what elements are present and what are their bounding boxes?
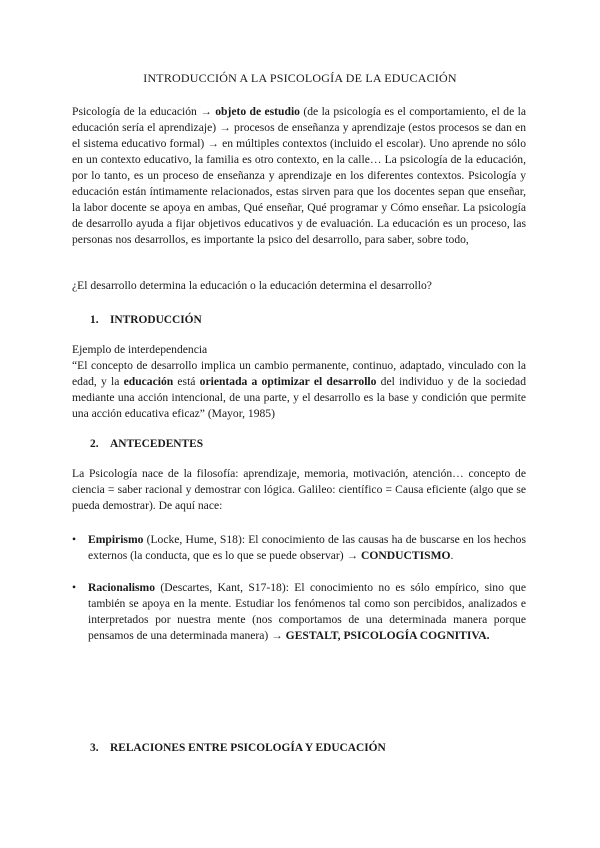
list-item-result: CONDUCTISMO	[361, 549, 451, 562]
document-title: INTRODUCCIÓN A LA PSICOLOGÍA DE LA EDUCACIÓN	[143, 71, 457, 85]
section-1-number: 1.	[90, 314, 99, 326]
quote-text-1: “El concepto de desarrollo implica un cambio permanente, continuo, adaptado, vinculado con la edad, y la	[72, 359, 526, 388]
list-item	[72, 532, 526, 564]
intro-bold-term: objeto de estudio	[215, 105, 300, 118]
example-block	[72, 342, 526, 422]
list-item-term: Racionalismo	[88, 581, 155, 594]
quote-bold-1: educación	[123, 375, 174, 388]
section-2-title: ANTECEDENTES	[110, 438, 204, 450]
quote-text-2: está	[173, 375, 200, 388]
section-1-title: INTRODUCCIÓN	[110, 314, 202, 326]
quote-text-3: del individuo y de la sociedad mediante una acción intencional, de una parte, y el desarrollo es la base y condición que permite una acción educativa eficaz” (Mayor, 1985)	[72, 375, 526, 420]
intro-text-1: Psicología de la educación →	[72, 105, 216, 118]
section-2-number: 2.	[90, 438, 99, 450]
list-item-text: (Descartes, Kant, S17-18): El conocimiento no es sólo empírico, sino que también se apoya en la mente. Estudiar los fenómenos tal como son percibidos, analizados e interpretados por nuestra mente (nos comportamos de una determinada manera porque pensamos de una determinada manera) →	[88, 581, 526, 642]
section-1-heading	[90, 312, 202, 328]
section-3-number: 3.	[90, 742, 99, 754]
key-question: ¿El desarrollo determina la educación o la educación determina el desarrollo?	[72, 279, 432, 292]
bullet-icon: •	[72, 581, 77, 594]
section-2-paragraph: La Psicología nace de la filosofía: aprendizaje, memoria, motivación, atención… concepto de ciencia = saber racional y demostrar con lógica. Galileo: científico = Causa eficiente (algo que se pueda demostrar). De aquí nace:	[72, 467, 526, 512]
section-3-heading	[90, 740, 386, 756]
section-2-heading	[90, 436, 203, 452]
bullet-list-racionalismo	[72, 580, 526, 644]
bullet-icon: •	[72, 533, 77, 546]
list-item-term: Empirismo	[88, 533, 144, 546]
bullet-list-empirismo	[72, 532, 526, 564]
example-quote	[72, 358, 526, 422]
list-item-result: GESTALT, PSICOLOGÍA COGNITIVA.	[285, 629, 490, 642]
list-item-end: .	[450, 549, 454, 562]
intro-text-2: (de la psicología es el comportamiento, el de la educación sería el aprendizaje) → procesos de enseñanza y aprendizaje (estos procesos se dan en el sistema educativo formal) → en múltiples contextos (incluido el escolar). Uno aprende no sólo en un contexto educativo, la familia es otro contexto, en la calle… La psicología de la educación, por lo tanto, es un proceso de enseñanza y aprendizaje en los diferentes contextos. Psicología y educación están íntimamente relacionados, estas sirven para que los docentes sepan que enseñar, la labor docente se apoya en ambas, Qué enseñar, Qué programar y Cómo enseñar. La psicología de desarrollo ayuda a fijar objetivos educativos y de evaluación. La educación es un proceso, las personas nos desarrollos, es importante la psico del desarrollo, para saber, sobre todo,	[72, 105, 526, 246]
example-label: Ejemplo de interdependencia	[72, 343, 208, 356]
list-item	[72, 580, 526, 644]
quote-bold-2: orientada a optimizar el desarrollo	[199, 375, 377, 388]
section-3-title: RELACIONES ENTRE PSICOLOGÍA Y EDUCACIÓN	[110, 742, 386, 754]
intro-paragraph	[72, 104, 526, 248]
list-item-text: (Locke, Hume, S18): El conocimiento de las causas ha de buscarse en los hechos externos (la conducta, que es lo que se puede observar) →	[88, 533, 526, 562]
